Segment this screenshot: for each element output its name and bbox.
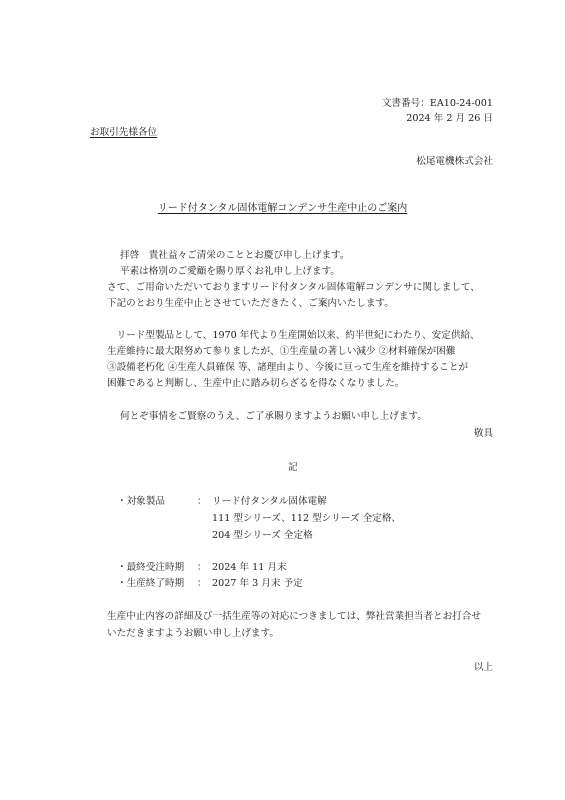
issue-date: 2024 年 2 月 26 日 — [406, 113, 493, 124]
last-order-label: ・最終受注時期 — [117, 562, 185, 573]
greeting-line: さて、ご用命いただいておりますリード付タンタル固体電解コンデンサに関しまして、 — [107, 282, 480, 293]
product-label: ・対象製品 — [117, 496, 165, 507]
addressee: お取引先様各位 — [90, 127, 158, 138]
production-end-value: 2027 年 3 月末 予定 — [212, 578, 303, 589]
ki-heading: 記 — [288, 462, 298, 473]
document-number: 文書番号：EA10-24-001 — [381, 98, 493, 109]
product-line: 111 型シリーズ、112 型シリーズ 全定格、 — [212, 513, 402, 524]
product-separator: ： — [197, 496, 207, 507]
body-line: ③設備老朽化 ④生産人員確保 等、諸理由より、今後に亘って生産を維持することが — [107, 362, 469, 373]
contact-line: いただきますようお願い申し上げます。 — [107, 628, 279, 639]
production-end-label: ・生産終了時期 — [117, 578, 185, 589]
last-order-value: 2024 年 11 月末 — [212, 562, 287, 573]
end-word: 以上 — [473, 662, 493, 673]
last-order-separator: ： — [197, 562, 207, 573]
closing-word: 敬具 — [473, 428, 493, 439]
greeting-line: 下記のとおり生産中止とさせていただきたく、ご案内いたします。 — [107, 298, 394, 309]
product-line: 204 型シリーズ 全定格 — [212, 530, 313, 541]
body-line: 生産維持に最大限努めて参りましたが、①生産量の著しい減少 ②材料確保が困難 — [107, 346, 456, 357]
production-end-separator: ： — [197, 578, 207, 589]
greeting-line: 拝啓 貴社益々ご清栄のこととお慶び申し上げます。 — [120, 250, 350, 261]
contact-line: 生産中止内容の詳細及び一括生産等の対応につきましては、弊社営業担当者とお打合せ — [107, 611, 481, 622]
document-title: リード付タンタル固体電解コンデンサ生産中止のご案内 — [157, 203, 408, 214]
closing-request: 何とぞ事情をご賢察のうえ、ご了承賜りますようお願い申し上げます。 — [120, 411, 427, 422]
greeting-line: 平素は格別のご愛顧を賜り厚くお礼申し上げます。 — [120, 266, 340, 277]
body-line: 困難であると判断し、生産中止に踏み切らざるを得なくなりました。 — [107, 378, 405, 389]
product-line: リード付タンタル固体電解 — [212, 496, 327, 507]
body-line: リード型製品として、1970 年代より生産開始以来、約半世紀にわたり、安定供給、 — [107, 330, 480, 341]
sender-company: 松尾電機株式会社 — [416, 156, 493, 167]
